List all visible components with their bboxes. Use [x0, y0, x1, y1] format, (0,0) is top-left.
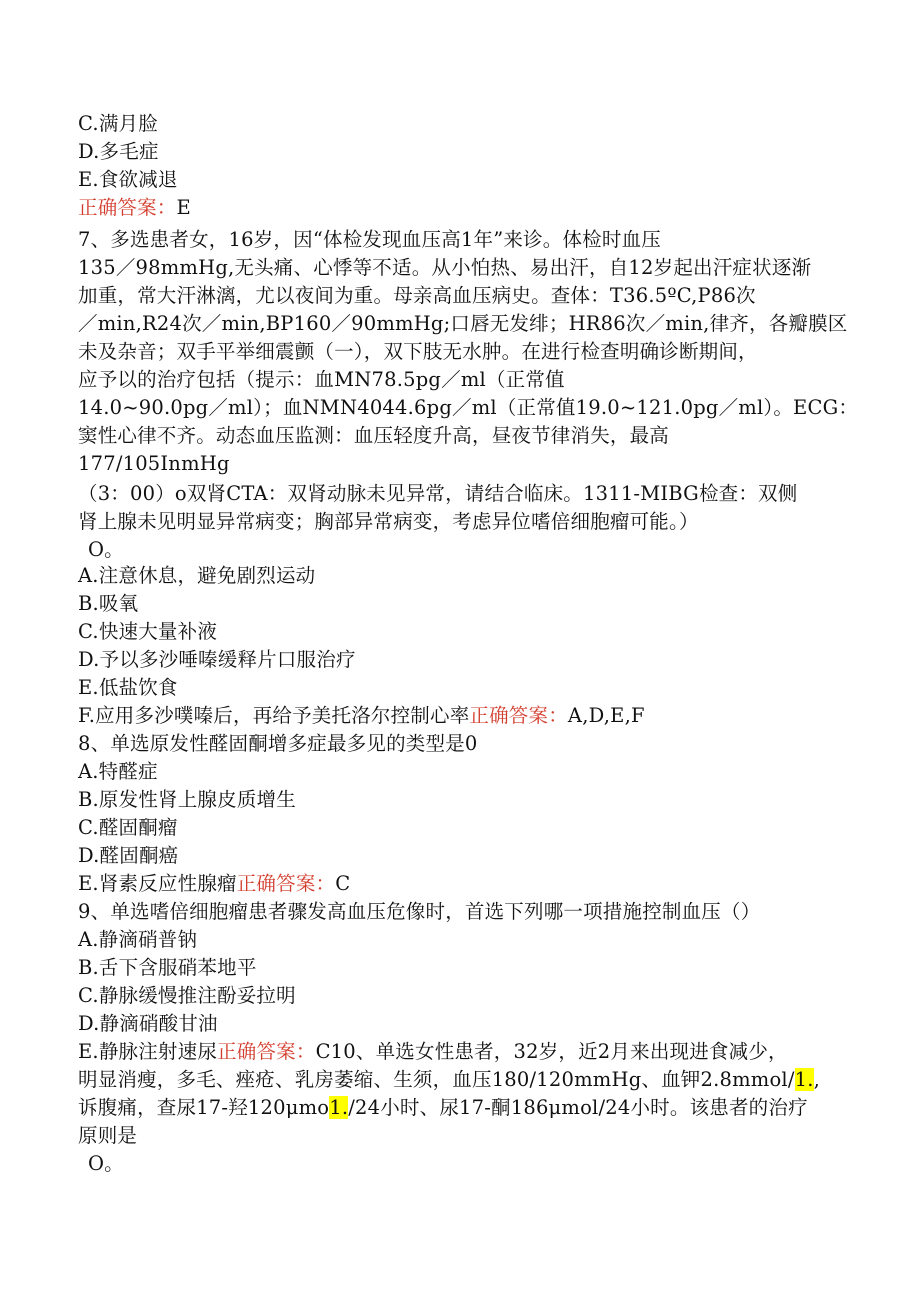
option-b-line: B.吸氧 [78, 592, 139, 615]
option-e-answer-line [78, 870, 350, 898]
answer-label: 正确答案： [217, 1040, 316, 1063]
answer-label: 正确答案： [469, 704, 568, 727]
question-7-line-5: 未及杂音；双手平举细震颤（一），双下肢无水肿。在进行检查明确诊断期间， [78, 340, 758, 363]
option-e-text: E.静脉注射速尿 [78, 1040, 218, 1063]
option-d-line: D.静滴硝酸甘油 [78, 1012, 218, 1035]
text-segment: 明显消瘦，多毛、痤疮、乳房萎缩、生须，血压180/120mmHg、血钾2.8mmol/ [78, 1068, 795, 1091]
answer-value: E [176, 196, 191, 219]
question-7-line-3: 加重，常大汗淋漓，尤以夜间为重。母亲高血压病史。查体：T36.5ºC,P86次 [78, 284, 756, 307]
question-7-line-2: 135／98mmHg,无头痛、心悸等不适。从小怕热、易出汗，自12岁起出汗症状逐渐 [78, 256, 812, 279]
question-7-line-4: ／min,R24次／min,BP160／90mmHg;口唇无发绯；HR86次／min,律齐，各瓣膜区 [78, 312, 848, 335]
option-b-line: B.原发性肾上腺皮质增生 [78, 788, 296, 811]
text-segment: /24小时、尿17-酮186μmol/24小时。该患者的治疗 [348, 1096, 808, 1119]
option-f-answer-line [78, 702, 645, 730]
option-a-line: A.特醛症 [78, 760, 158, 783]
option-e-answer-line [78, 1038, 788, 1066]
option-e-text: E.肾素反应性腺瘤 [78, 872, 237, 895]
question-10-blank: O。 [88, 1152, 124, 1175]
option-f-text: F.应用多沙噗嗪后，再给予美托洛尔控制心率 [78, 704, 470, 727]
question-7-line-1: 7、多选患者女，16岁，因“体检发现血压高1年”来诊。体检时血压 [78, 228, 661, 251]
option-c-line: C.满月脸 [78, 112, 158, 135]
question-10-line-4: 原则是 [78, 1124, 138, 1147]
highlighted-text: 1. [794, 1068, 814, 1091]
question-7-line-11: 肾上腺未见明显异常病变；胸部异常病变，考虑异位嗜倍细胞瘤可能。） [78, 510, 699, 533]
option-d-line: D.予以多沙唾嗪缓释片口服治疗 [78, 648, 356, 671]
answer-value: C10、单选女性患者，32岁，近2月来出现进食减少， [315, 1040, 788, 1063]
option-b-line: B.舌下含服硝苯地平 [78, 956, 257, 979]
answer-value: A,D,E,F [567, 704, 645, 727]
answer-value: C [335, 872, 351, 895]
question-10-line-2 [78, 1066, 820, 1094]
question-7-blank: O。 [88, 538, 124, 561]
question-7-line-6: 应予以的治疗包括（提示：血MN78.5pg／ml（正常值 [78, 368, 565, 391]
question-10-line-3 [78, 1094, 808, 1122]
question-8-line: 8、单选原发性醛固酮增多症最多见的类型是0 [78, 732, 478, 755]
question-9-line: 9、单选嗜倍细胞瘤患者骤发高血压危像时，首选下列哪一项措施控制血压（） [78, 900, 761, 923]
question-7-line-7: 14.0~90.0pg／ml）；血NMN4044.6pg／ml（正常值19.0~121.0pg／ml）。ECG： [78, 396, 859, 419]
question-7-line-8: 窦性心律不齐。动态血压监测：血压轻度升高，昼夜节律消失，最高 [78, 424, 670, 447]
option-c-line: C.快速大量补液 [78, 620, 218, 643]
text-segment: 诉腹痛，查尿17-羟120μmo [78, 1096, 330, 1119]
option-c-line: C.醛固酮瘤 [78, 816, 178, 839]
option-d-line: D.多毛症 [78, 140, 159, 163]
highlighted-text: 1. [329, 1096, 349, 1119]
option-e-line: E.食欲减退 [78, 168, 178, 191]
question-7-line-10: （3：00）o双肾CTA：双肾动脉未见异常，请结合临床。1311-MIBG检查：双侧 [78, 482, 798, 505]
text-segment: , [813, 1068, 821, 1091]
option-d-line: D.醛固酮癌 [78, 844, 179, 867]
question-7-line-9: 177/105InmHg [78, 452, 230, 475]
answer-label: 正确答案： [78, 196, 177, 219]
option-a-line: A.注意休息，避免剧烈运动 [78, 564, 316, 587]
answer-label: 正确答案： [236, 872, 336, 895]
option-e-line: E.低盐饮食 [78, 676, 178, 699]
option-a-line: A.静滴硝普钠 [78, 928, 198, 951]
answer-line [78, 194, 191, 222]
option-c-line: C.静脉缓慢推注酚妥拉明 [78, 984, 296, 1007]
